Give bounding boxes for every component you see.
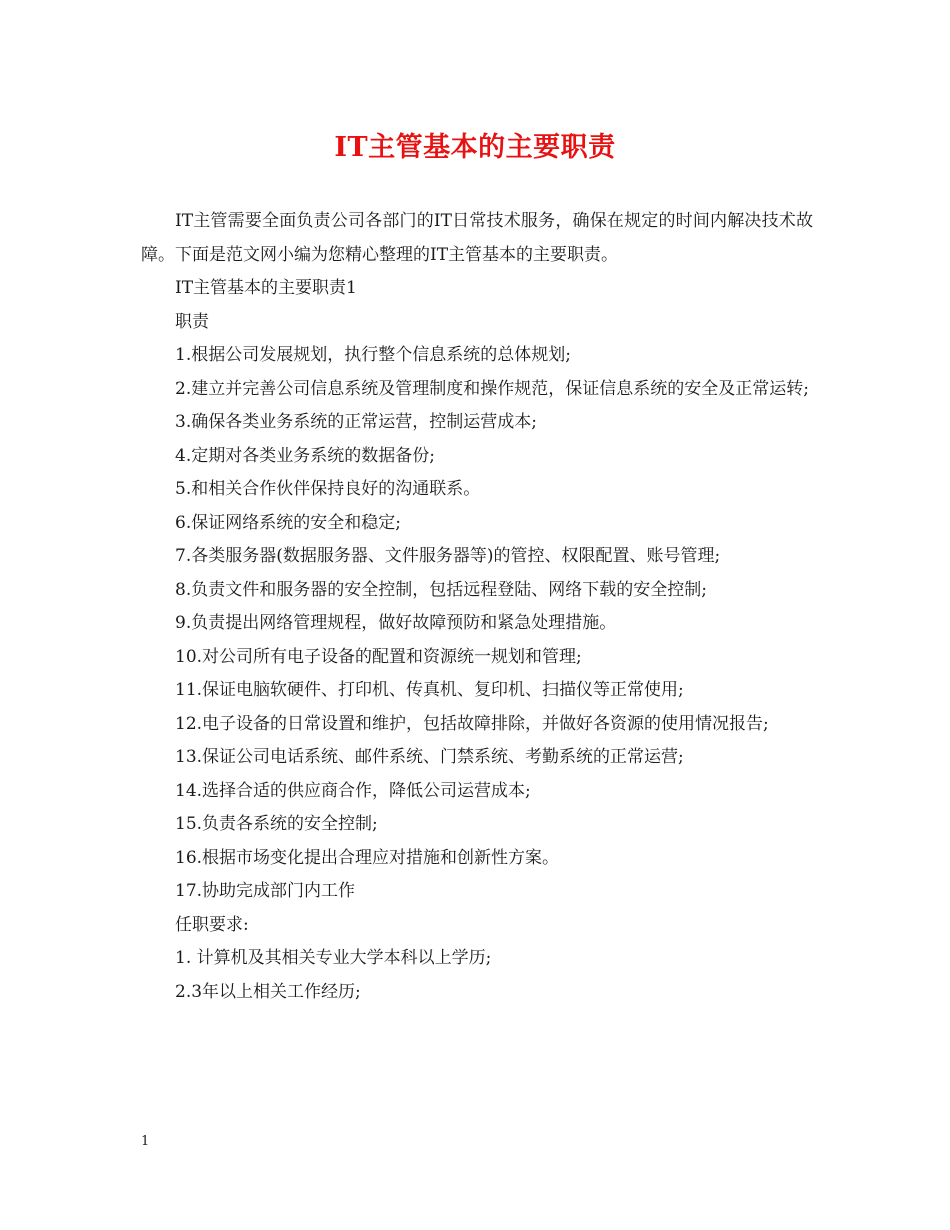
duty-item: 9.负责提出网络管理规程，做好故障预防和紧急处理措施。 bbox=[175, 613, 617, 633]
duty-item: 15.负责各系统的安全控制; bbox=[175, 814, 378, 834]
intro-paragraph: IT主管需要全面负责公司各部门的IT日常技术服务，确保在规定的时间内解决技术故障。下面是范文网小编为您精心整理的IT主管基本的主要职责。 bbox=[141, 211, 813, 265]
duty-item: 5.和相关合作伙伴保持良好的沟通联系。 bbox=[175, 479, 481, 499]
duty-item: 13.保证公司电话系统、邮件系统、门禁系统、考勤系统的正常运营; bbox=[175, 747, 684, 767]
duty-item: 1.根据公司发展规划，执行整个信息系统的总体规划; bbox=[175, 345, 571, 365]
duty-item: 3.确保各类业务系统的正常运营，控制运营成本; bbox=[175, 412, 537, 432]
duty-item: 7.各类服务器(数据服务器、文件服务器等)的管控、权限配置、账号管理; bbox=[175, 546, 721, 566]
section-heading: IT主管基本的主要职责1 bbox=[175, 278, 357, 298]
requirements-heading: 任职要求: bbox=[175, 914, 249, 935]
duty-item: 11.保证电脑软硬件、打印机、传真机、复印机、扫描仪等正常使用; bbox=[175, 680, 684, 700]
duty-item: 14.选择合适的供应商合作，降低公司运营成本; bbox=[175, 780, 531, 801]
duty-item: 16.根据市场变化提出合理应对措施和创新性方案。 bbox=[175, 847, 560, 868]
document-title: IT主管基本的主要职责 bbox=[334, 132, 616, 163]
page-number: 1 bbox=[141, 1134, 150, 1149]
duty-item: 10.对公司所有电子设备的配置和资源统一规划和管理; bbox=[175, 646, 582, 667]
duty-item: 6.保证网络系统的安全和稳定; bbox=[175, 512, 401, 533]
document-body bbox=[141, 204, 813, 1009]
duties-heading: 职责 bbox=[175, 311, 209, 332]
duty-item: 17.协助完成部门内工作 bbox=[175, 881, 356, 901]
requirement-item: 1. 计算机及其相关专业大学本科以上学历; bbox=[175, 948, 492, 968]
duty-item: 12.电子设备的日常设置和维护，包括故障排除，并做好各资源的使用情况报告; bbox=[175, 713, 769, 734]
duty-item: 8.负责文件和服务器的安全控制，包括远程登陆、网络下载的安全控制; bbox=[175, 579, 707, 600]
requirement-item: 2.3年以上相关工作经历; bbox=[175, 981, 361, 1002]
duty-item: 2.建立并完善公司信息系统及管理制度和操作规范，保证信息系统的安全及正常运转; bbox=[175, 378, 809, 399]
duty-item: 4.定期对各类业务系统的数据备份; bbox=[175, 445, 435, 466]
